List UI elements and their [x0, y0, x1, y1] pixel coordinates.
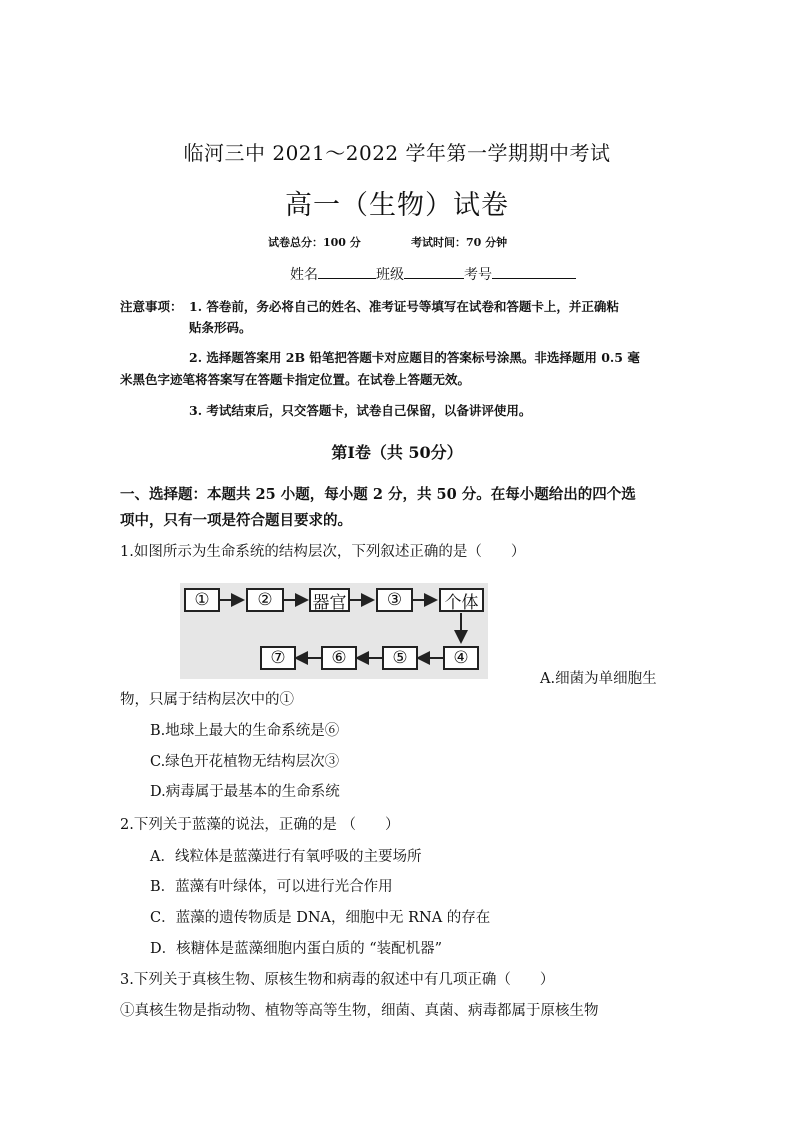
level-node-4: ④	[443, 646, 479, 670]
question-3-item-1: ①真核生物是指动物、植物等高等生物，细菌、真菌、病毒都属于原核生物	[120, 1003, 599, 1019]
level-node-1: ①	[184, 588, 220, 612]
student-info-line	[290, 264, 576, 284]
question-1-option-a-part-2: 物，只属于结构层次中的①	[120, 692, 294, 708]
question-1-stem: 1.如图所示为生命系统的结构层次，下列叙述正确的是（ ）	[120, 544, 526, 560]
notice-item-2-line-2: 米黑色字迹笔将答案写在答题卡指定位置。在试卷上答题无效。	[120, 372, 471, 387]
question-2-stem: 2.下列关于蓝藻的说法，正确的是 （ ）	[120, 817, 400, 833]
class-label: 班级	[376, 267, 404, 283]
exam-number-label: 考号	[464, 267, 492, 283]
notice-item-3: 3. 考试结束后，只交答题卡，试卷自己保留，以备讲评使用。	[189, 403, 532, 418]
exam-number-blank[interactable]	[492, 264, 576, 279]
notice-item-1-line-1: 1. 答卷前，务必将自己的姓名、准考证号等填写在试卷和答题卡上，并正确粘	[189, 299, 619, 314]
level-node-5: ⑤	[382, 646, 418, 670]
level-node-6: ⑥	[321, 646, 357, 670]
level-node-individual: 个体	[439, 588, 484, 612]
question-2-option-a: A．线粒体是蓝藻进行有氧呼吸的主要场所	[150, 849, 422, 865]
class-blank[interactable]	[404, 264, 464, 279]
question-1-option-a-part-1: A.细菌为单细胞生	[540, 671, 657, 687]
school-exam-title: 临河三中 2021～2022 学年第一学期期中考试	[183, 141, 611, 165]
notice-item-1-line-2: 贴条形码。	[189, 320, 252, 335]
section-title: 第Ⅰ卷（共 50分）	[331, 443, 463, 462]
total-score: 试卷总分：100 分	[268, 236, 361, 249]
question-1-option-d: D.病毒属于最基本的生命系统	[150, 784, 340, 800]
level-node-organ: 器官	[309, 588, 350, 612]
question-2-option-b: B．蓝藻有叶绿体，可以进行光合作用	[150, 879, 393, 895]
question-1-option-c: C.绿色开花植物无结构层次③	[150, 754, 340, 770]
name-label: 姓名	[290, 267, 318, 283]
exam-paper-title: 高一（生物）试卷	[285, 190, 509, 221]
notice-item-2-line-1: 2. 选择题答案用 2B 铅笔把答题卡对应题目的答案标号涂黑。非选择题用 0.5 毫	[189, 350, 640, 365]
question-2-option-d: D．核糖体是蓝藻细胞内蛋白质的 “装配机器”	[150, 941, 443, 957]
question-1-option-b: B.地球上最大的生命系统是⑥	[150, 723, 340, 739]
notice-label: 注意事项：	[120, 299, 183, 314]
level-node-7: ⑦	[260, 646, 296, 670]
level-node-3: ③	[376, 588, 413, 612]
section-instruction-line-1: 一、选择题：本题共 25 小题，每小题 2 分，共 50 分。在每小题给出的四个选	[120, 486, 636, 503]
section-instruction-line-2: 项中，只有一项是符合题目要求的。	[120, 512, 352, 529]
exam-time: 考试时间：70 分钟	[411, 236, 508, 249]
life-system-hierarchy-diagram	[180, 583, 488, 679]
name-blank[interactable]	[318, 264, 376, 279]
question-3-stem: 3.下列关于真核生物、原核生物和病毒的叙述中有几项正确（ ）	[120, 972, 555, 988]
question-2-option-c: C．蓝藻的遗传物质是 DNA，细胞中无 RNA 的存在	[150, 910, 491, 926]
level-node-2: ②	[246, 588, 284, 612]
